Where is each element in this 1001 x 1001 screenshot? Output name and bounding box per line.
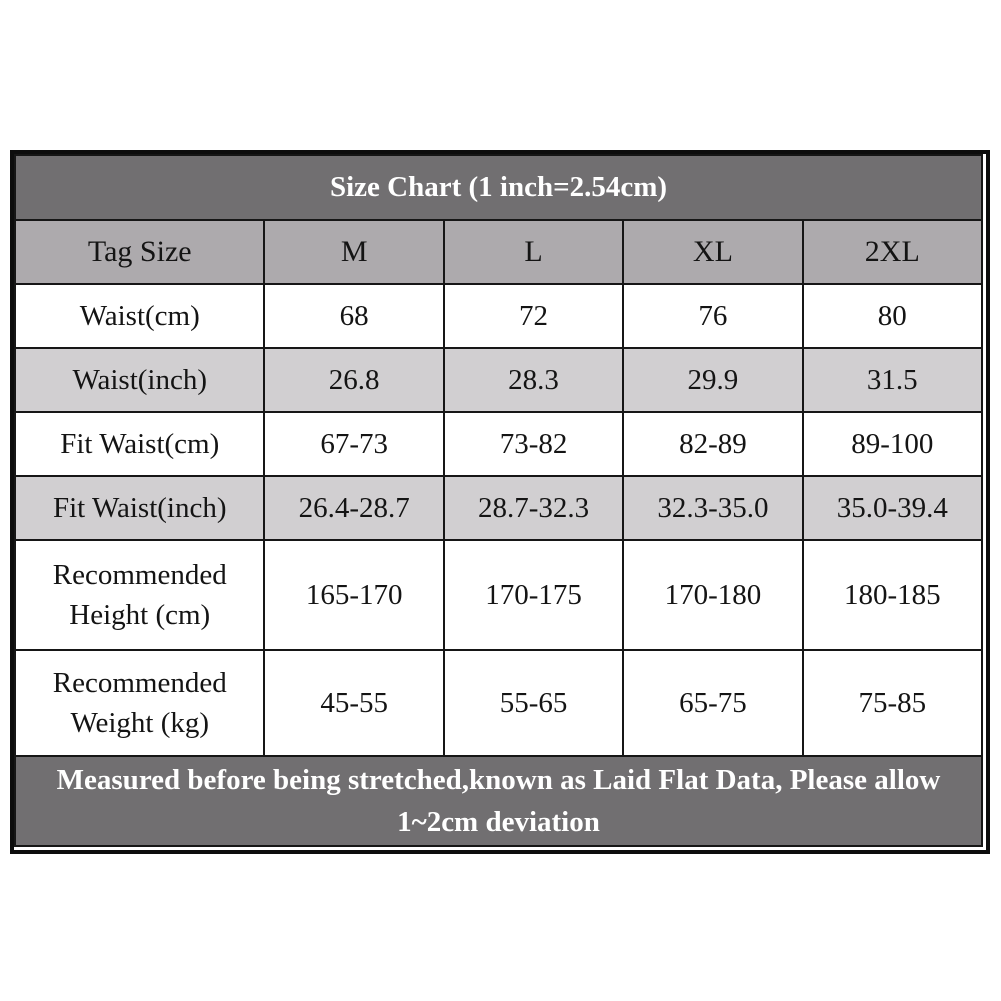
cell-value: 73-82	[444, 412, 623, 476]
header-size-2xl: 2XL	[803, 220, 982, 284]
cell-value: 32.3-35.0	[623, 476, 802, 540]
cell-value: 68	[264, 284, 443, 348]
header-row	[15, 220, 982, 284]
cell-value: 170-175	[444, 540, 623, 650]
cell-value: 35.0-39.4	[803, 476, 982, 540]
cell-value: 82-89	[623, 412, 802, 476]
title-row	[15, 155, 982, 220]
footer-row	[15, 756, 982, 846]
header-size-m: M	[264, 220, 443, 284]
cell-value: 28.7-32.3	[444, 476, 623, 540]
cell-value: 55-65	[444, 650, 623, 756]
cell-value: 31.5	[803, 348, 982, 412]
row-waist-cm	[15, 284, 982, 348]
row-label: Fit Waist(inch)	[15, 476, 264, 540]
header-size-l: L	[444, 220, 623, 284]
cell-value: 29.9	[623, 348, 802, 412]
row-label: Fit Waist(cm)	[15, 412, 264, 476]
row-recommended-weight	[15, 650, 982, 756]
size-chart-table-container	[10, 150, 990, 854]
cell-value: 67-73	[264, 412, 443, 476]
row-waist-inch	[15, 348, 982, 412]
row-label: Waist(cm)	[15, 284, 264, 348]
row-label: Waist(inch)	[15, 348, 264, 412]
cell-value: 45-55	[264, 650, 443, 756]
cell-value: 26.4-28.7	[264, 476, 443, 540]
cell-value: 72	[444, 284, 623, 348]
cell-value: 75-85	[803, 650, 982, 756]
footer-note: Measured before being stretched,known as Laid Flat Data, Please allow 1~2cm deviation	[15, 756, 982, 846]
header-label-tag-size: Tag Size	[15, 220, 264, 284]
row-fit-waist-cm	[15, 412, 982, 476]
header-size-xl: XL	[623, 220, 802, 284]
size-chart-table	[14, 154, 983, 847]
cell-value: 180-185	[803, 540, 982, 650]
cell-value: 76	[623, 284, 802, 348]
row-recommended-height	[15, 540, 982, 650]
cell-value: 80	[803, 284, 982, 348]
cell-value: 89-100	[803, 412, 982, 476]
row-fit-waist-inch	[15, 476, 982, 540]
row-label: Recommended Weight (kg)	[15, 650, 264, 756]
table-title: Size Chart (1 inch=2.54cm)	[15, 155, 982, 220]
cell-value: 26.8	[264, 348, 443, 412]
cell-value: 65-75	[623, 650, 802, 756]
cell-value: 165-170	[264, 540, 443, 650]
cell-value: 28.3	[444, 348, 623, 412]
cell-value: 170-180	[623, 540, 802, 650]
row-label: Recommended Height (cm)	[15, 540, 264, 650]
